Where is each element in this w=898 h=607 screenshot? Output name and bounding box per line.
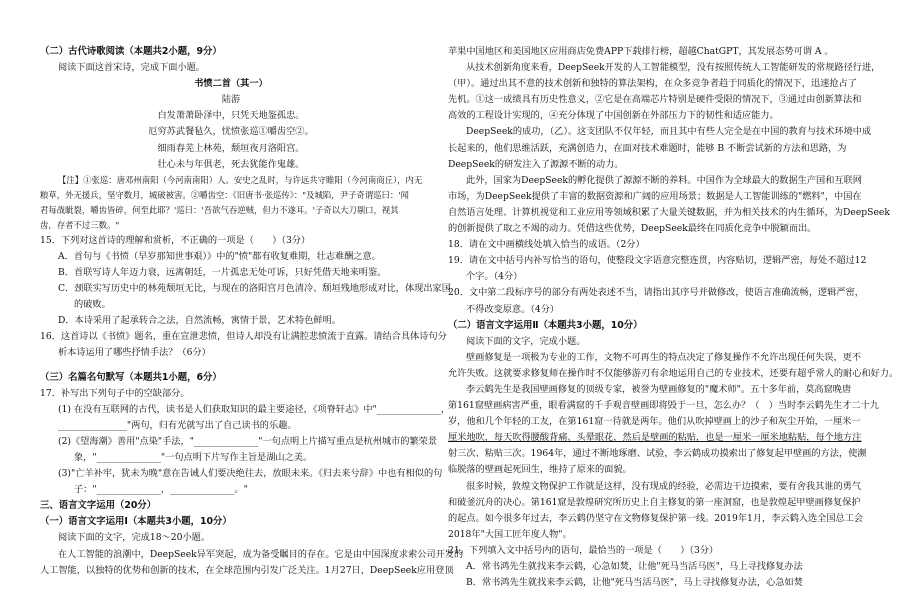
fill-item: (2)《望海潮》善用"点染"手法，"______________"一句点明上片描写重点是杭州城市的繁荣景 [58,435,438,447]
section-intro: 阅读下面的文字，完成18～20小题。 [58,532,211,544]
body-text: DeepSeek的成功，（乙）。这支团队不仅年轻，而且其中有些人完全是在中国的教育与技术环境中成 [466,126,872,138]
body-text: 第161窟壁画病害严重，眼看满窟的千手观音壁画即将毁于一旦，怎么办？（ ）当时李云鹤先生才二十九 [448,400,879,412]
body-text: 和破釜沉舟的决心。第161窟是敦煌研究所历史上自主修复的第一座洞窟，也是敦煌起甲壁画修复保护 [448,496,861,508]
body-text: 在人工智能的浪潮中，DeepSeek异军突起，成为备受瞩目的存在。它是由中国深度求索公司开发的 [58,548,464,560]
option: B．首联写诗人年迈力衰，远离朝廷，一片孤忠无处可诉，只好凭借天地来明鉴。 [58,266,387,278]
body-text: 市场，为DeepSeek提供了丰富的数据资源和广阔的应用场景；数据是人工智能训练的"燃料"，中国在 [448,190,862,202]
question-18: 18．请在文中画横线处填入恰当的成语。（2分） [448,239,645,251]
option: D．本诗采用了起承转合之法，自然流畅，寓情于景，艺术特色鲜明。 [58,315,341,327]
body-text: 射三次、粘贴三次。1964年，通过不断地琢磨、试验，李云鹤成功摸索出了修复起甲壁画的方法，使濒 [448,448,867,460]
body-text-underlined: 厘米地吹，每天吹得腰酸背痛、头晕眼花，然后是壁画的粘贴，也是一厘米一厘米地粘贴，每个地方注 [448,432,862,444]
body-text: 的起点。如今很多年过去，李云鹤仍坚守在文物修复保护第一线。2019年1月，李云鹤入选全国总工会 [448,512,864,524]
question-17: 17．补写出下列句子中的空缺部分。 [40,387,190,399]
section-intro: 阅读下面这首宋诗，完成下面小题。 [58,62,205,74]
section-intro: 阅读下面的文字，完成小题。 [466,335,586,347]
fill-item: (3)"亡羊补牢，犹未为晚"意在告诫人们要决绝往去，放眼未来。《归去来兮辞》中也有相似的句 [58,468,443,480]
body-text: 李云鹤先生是我国壁画修复的顶级专家，被誉为壁画修复的"魔术师"。五十多年前，莫高窟晚唐 [466,383,852,395]
body-text: 临脱落的壁画起死回生，维持了原来的面貌。 [448,464,632,476]
option: 的破败。 [74,299,111,311]
option: A．常书鸿先生就找来李云鹤，心急如焚，让他"死马当活马医"，马上寻找修复办法 [466,561,803,572]
question-21: 21．下列填入文中括号内的语句，最恰当的一项是（ ）（3分） [448,544,719,556]
body-text: 允许失败。这就要求修复师在操作时不仅能够游刃有余地运用自己的专业技术，还要有超乎常人的耐心和好力。 [448,367,898,379]
body-text: 自然语言处理、计算机视觉和工业应用等领域积累了大量关键数据，并为相关技术的内生循环，为DeepSeek [448,206,890,218]
section-heading: （三）名篇名句默写（本题共1小题，6分） [40,371,222,383]
body-text: 苹果中国地区和美国地区应用商店免费APP下载排行榜，超越ChatGPT，其发展态势可谓 A 。 [448,46,834,57]
option: B．常书鸿先生就找来李云鹤，让他"死马当活马医"，马上寻找修复办法，心急如焚 [466,577,803,589]
body-text: 很多时候，敦煌文物保护工作就是这样，没有现成的经验，必需边干边摸索，要有舍我其谁的勇气 [466,480,862,492]
option: A．首句与《书愤（早岁那知世事艰）》中的"愤"都有收复难期，壮志难酬之意。 [58,250,381,262]
poem-line: 壮心未与年俱老，死去犹能作鬼雄。 [157,158,305,170]
left-column [40,44,464,579]
poem-line: 细雨春芜上林苑，颓垣夜月洛阳宫。 [157,142,305,154]
body-text: 长起来的，他们思维活跃，充满创造力，在面对技术难题时，能够 B 不断尝试新的方法和思路，为 [448,142,847,154]
body-text: （甲）。通过出其不意的技术创新和独特的算法架构，在众多竞争者趋于同质化的情况下，迅速抢占了 [448,78,857,90]
fill-item: (1) 在没有互联网的古代，读书是人们获取知识的最主要途径，《项脊轩志》中"______________， [58,403,451,415]
body-text: 2018年"大国工匠年度人物"。 [448,528,572,540]
body-text: 岁，他和几个年轻的工友，在第161窟一待就是两年。他们从吹掉壁画上的沙子和灰尘开始，一厘米一 [448,416,861,428]
question-16: 16．这首诗以《书愤》题名，重在宣泄悲愤，但诗人却没有让满腔悲愤流于直露。请结合具体诗句分 [40,331,447,343]
question-19: 19．请在文中括号内补写恰当的语句，使整段文字语意完整连贯，内容贴切，逻辑严密，每处不超过12 [448,255,867,267]
poem-note: 齿，存者不过三数。" [40,219,120,230]
body-text: 的创新提供了取之不竭的动力。凭借这些优势，DeepSeek最终在同质化竞争中脱颖而出。 [448,223,817,235]
question-15: 15．下列对这首诗的理解和赏析，不正确的一项是（ ）（3分） [40,234,311,246]
question-20: 不得改变原意。（4分） [466,303,560,315]
fill-item: 子："______________，______________。" [74,484,248,496]
section-heading: （一）语言文字运用Ⅰ（本题共3小题，10分） [40,516,232,528]
question-19: 个字。（4分） [466,271,523,283]
section-heading: （二）古代诗歌阅读（本题共2小题，9分） [40,46,222,57]
poem-note: 【注】①张巡：唐邓州南阳（今河南南阳）人。安史之乱时，与许远共守睢阳（今河南商丘），内无 [58,174,423,185]
body-text: 此外，国家为DeepSeek的孵化提供了源源不断的养料。中国作为全球最大的数据生产国和互联网 [466,174,862,186]
question-20: 20．文中第二段标序号的部分有两处表述不当，请指出其序号并做修改，使语言准确流畅，逻辑严密， [448,287,864,299]
section-heading: （二）语言文字运用Ⅱ（本题共3小题，10分） [448,319,643,331]
poem-note: 粮草，外无援兵，坚守数月，城破被害。②嚼齿空：《旧唐书·张巡传》："及城陷，尹子奇谓巡曰：'闻 [40,189,409,200]
right-column [448,44,898,591]
body-text: 高效的工程设计实现的，④充分体现了中国创新在外部压力下的韧性和适应能力。 [448,110,779,122]
body-text: 从技术创新角度来看，DeepSeek开发的人工智能模型，没有按照传统人工智能研发的常规路径行进， [466,62,881,74]
poem-note: 君每战眦裂，嚼齿皆碎，何至此耶？'巡曰：'吾欲气吞逆贼，但力不遂耳。'子奇以大刀剔口，视其 [40,204,399,215]
fill-item: _______________"两句，归有光就写出了自己读书的乐趣。 [58,419,297,431]
body-text: 壁画修复是一项极为专业的工作，文物不可再生的特点决定了修复操作不允许出现任何失误，更不 [466,351,862,363]
poem-line: 厄穷苏武餐毡久，忧愤张巡①嚼齿空②。 [148,126,314,138]
question-16: 析本诗运用了哪些抒情手法？（6分） [58,347,211,359]
fill-item: 象，"______________"一句点明下片写作主旨是湖山之美。 [74,451,313,463]
body-text: DeepSeek的研发注入了源源不断的动力。 [448,158,624,170]
poem-line: 白发萧萧卧泽中，只凭天地鉴孤忠。 [157,110,305,122]
body-text: 人工智能，以独特的优势和创新的技术，在全球范围内引发广泛关注。1月27日，DeepSeek应用登顶 [40,564,454,576]
body-text: 先机。①这一成绩具有历史性意义，②它是在高端芯片特别是硬件受限的情况下，③通过由创新算法和 [448,94,862,106]
poem-author: 陆游 [221,94,241,106]
poem-title: 书愤二首（其一） [194,78,268,90]
section-heading: 三、语言文字运用（20分） [40,500,157,512]
option: C．颈联实写历史中的林苑颓垣无比，与现在的洛阳宫月色清冷、颓垣残地形成对比，体现出家国 [58,283,451,295]
